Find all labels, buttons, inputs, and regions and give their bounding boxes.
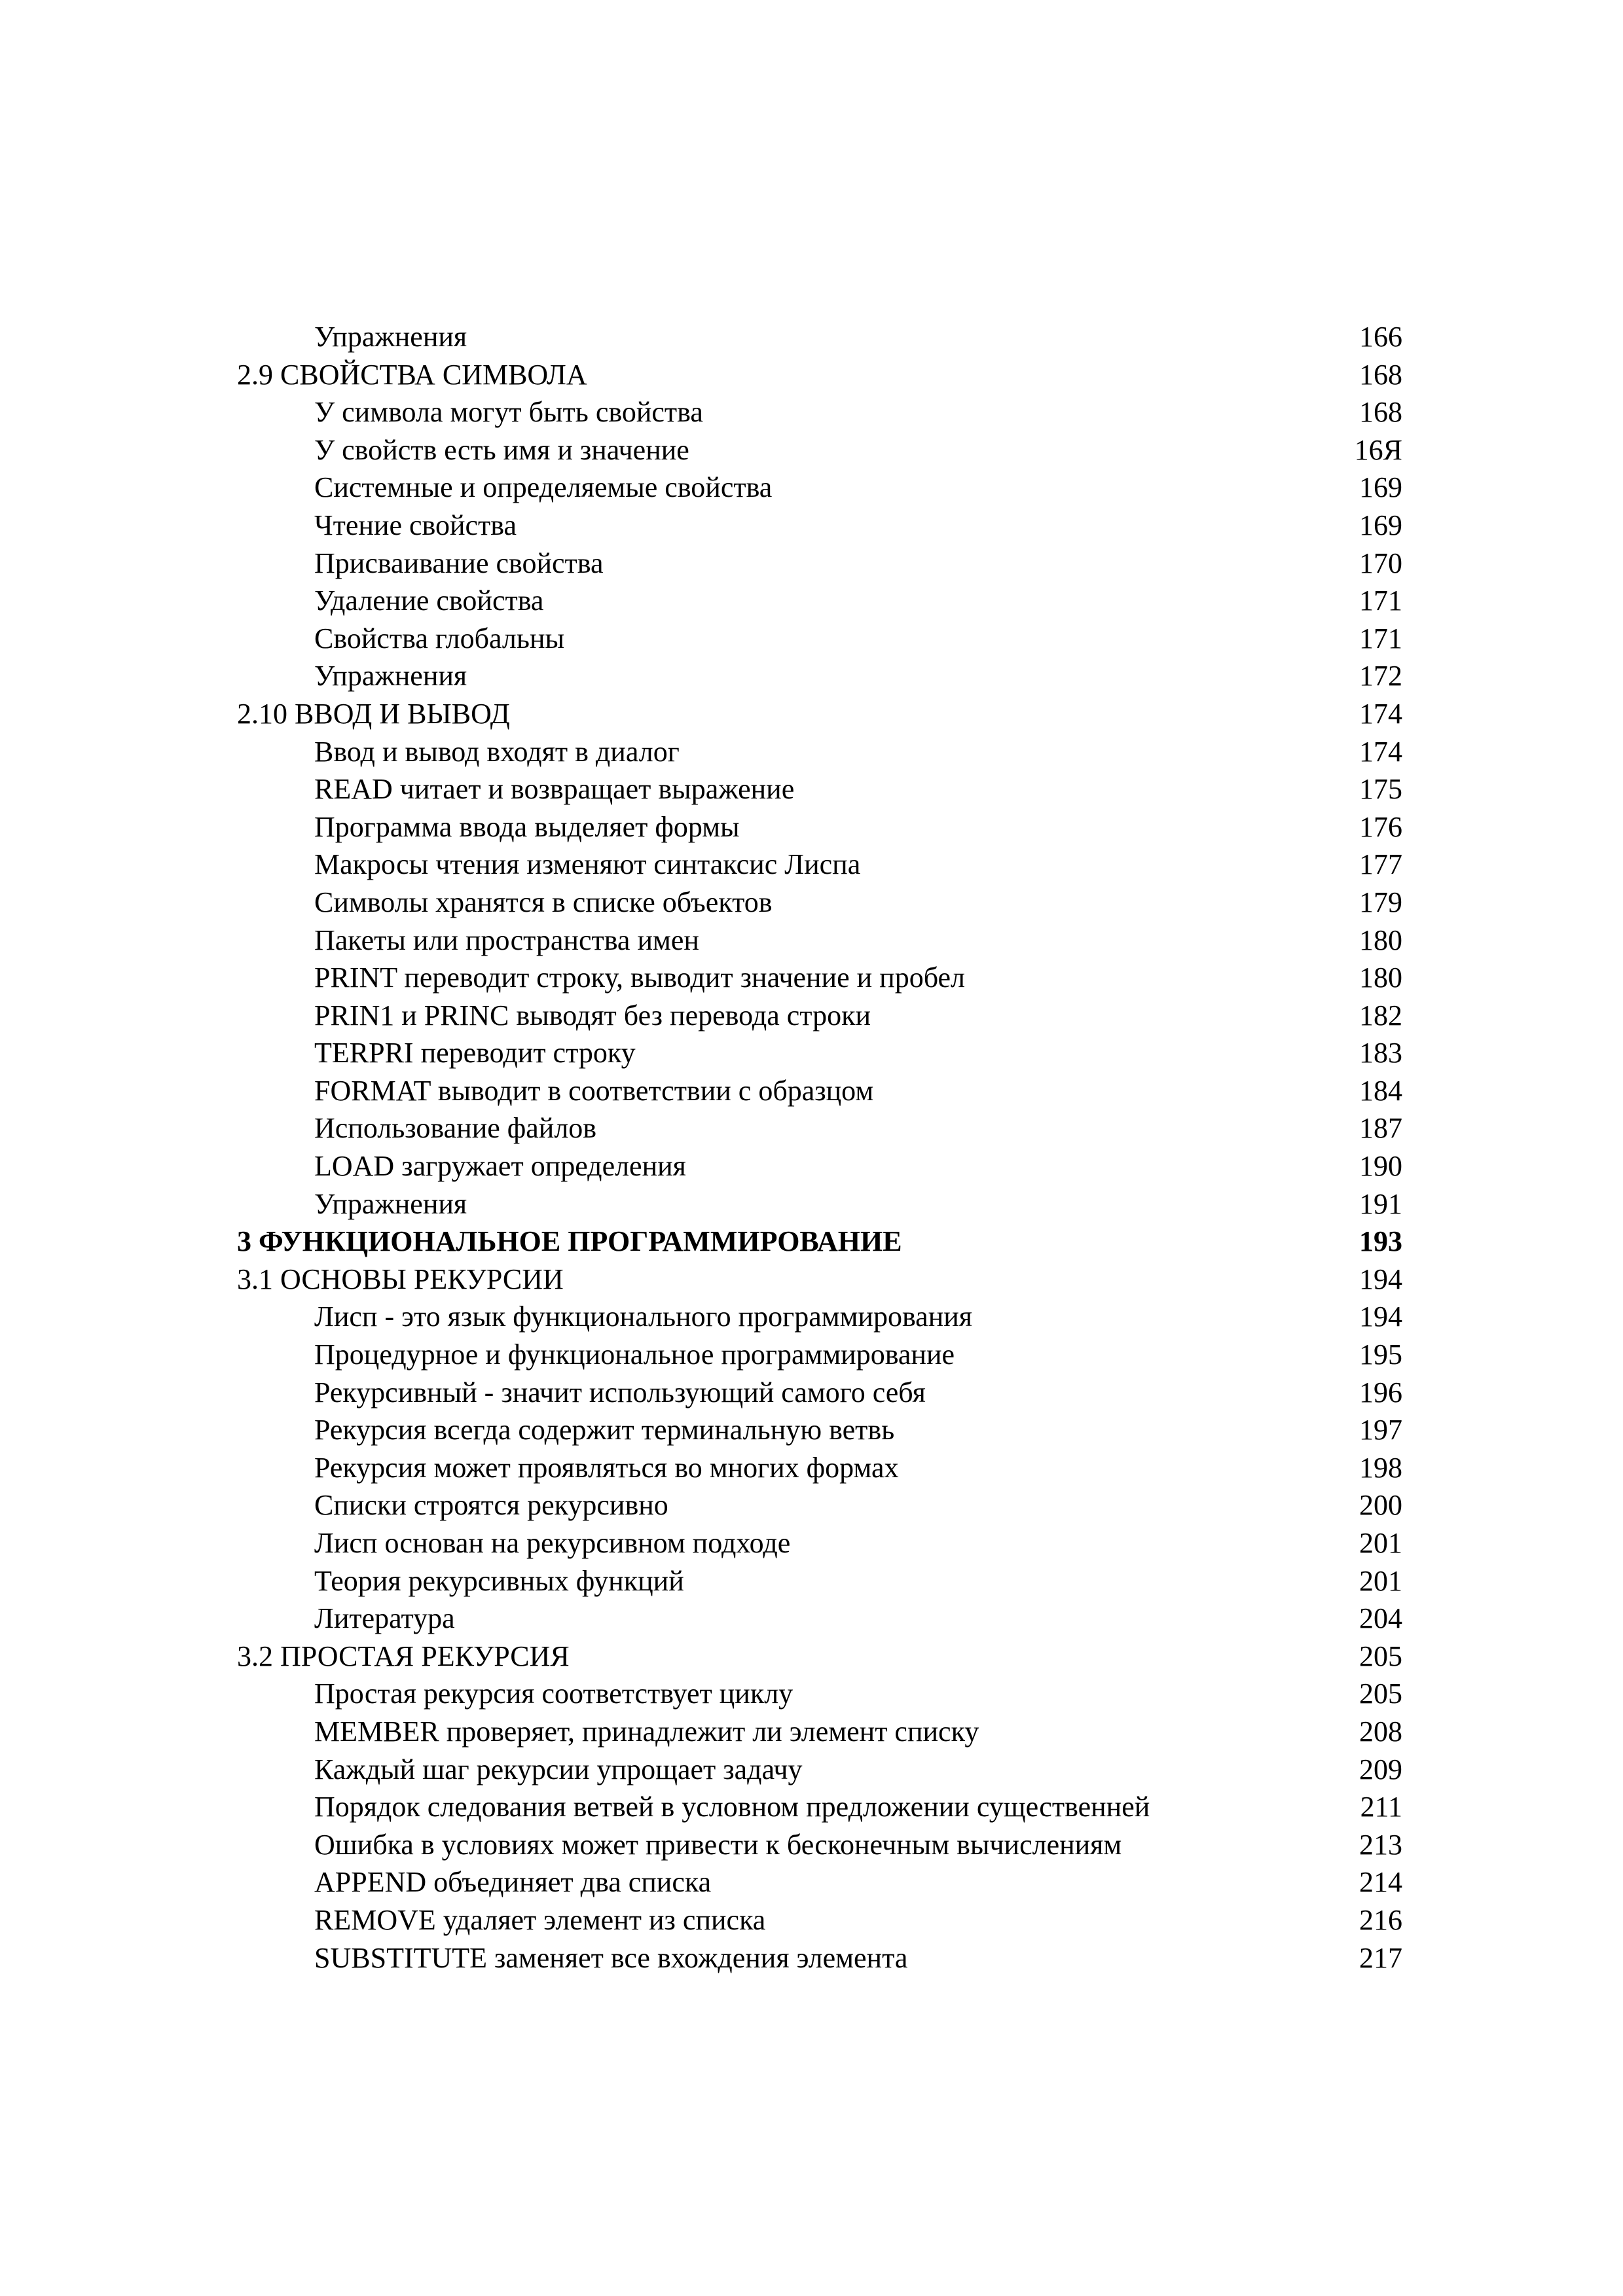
toc-page-number: 208 xyxy=(1359,1715,1402,1748)
toc-entry-title: Системные и определяемые свойства xyxy=(314,471,773,504)
toc-entry-title: APPEND объединяет два списка xyxy=(314,1866,712,1899)
toc-entry-title: SUBSTITUTE заменяет все вхождения элемента xyxy=(314,1941,908,1974)
toc-entry-title: REMOVE удаляет элемент из списка xyxy=(314,1903,766,1936)
toc-entry-title: Использование файлов xyxy=(314,1112,597,1145)
toc-entry-row xyxy=(237,431,1402,469)
toc-entry-title: Порядок следования ветвей в условном предложении существенней xyxy=(314,1791,1150,1823)
toc-entry-row xyxy=(237,1788,1402,1826)
toc-entry-title: Упражнения xyxy=(314,321,467,353)
toc-entry-row xyxy=(237,620,1402,658)
toc-entry-title: Пакеты или пространства имен xyxy=(314,924,699,956)
toc-entry-title: TERPRI переводит строку xyxy=(314,1037,636,1069)
toc-chapter-row xyxy=(237,1223,1402,1261)
toc-entry-row xyxy=(237,846,1402,884)
toc-page-number: 190 xyxy=(1359,1150,1402,1183)
toc-entry-row xyxy=(237,884,1402,922)
toc-page-number: 177 xyxy=(1359,848,1402,881)
toc-entry-title: Символы хранятся в списке объектов xyxy=(314,886,773,918)
toc-entry-row xyxy=(237,1901,1402,1939)
toc-entry-title: MEMBER проверяет, принадлежит ли элемент списку xyxy=(314,1715,979,1748)
toc-page-number: 166 xyxy=(1359,321,1402,353)
toc-entry-row xyxy=(237,1072,1402,1110)
toc-page-number: 168 xyxy=(1359,358,1402,391)
toc-page-number: 171 xyxy=(1359,622,1402,655)
toc-entry-title: Ввод и вывод входят в диалог xyxy=(314,735,680,768)
toc-entry-title: Процедурное и функциональное программирование xyxy=(314,1338,955,1371)
toc-entry-title: Присваивание свойства xyxy=(314,547,604,579)
toc-entry-row xyxy=(237,582,1402,620)
toc-entry-row xyxy=(237,469,1402,507)
toc-entry-title: 2.10 ВВОД И ВЫВОД xyxy=(237,697,510,730)
toc-entry-row xyxy=(237,507,1402,545)
toc-entry-row xyxy=(237,545,1402,583)
toc-entry-title: LOAD загружает определения xyxy=(314,1150,686,1183)
toc-section-row xyxy=(237,356,1402,394)
toc-entry-row xyxy=(237,808,1402,846)
toc-page-number: 170 xyxy=(1359,547,1402,579)
toc-entry-row xyxy=(237,1713,1402,1751)
toc-page-number: 180 xyxy=(1359,961,1402,994)
toc-entry-row xyxy=(237,1675,1402,1713)
toc-entry-title: Рекурсия может проявляться во многих формах xyxy=(314,1451,899,1484)
toc-entry-title: У свойств есть имя и значение xyxy=(314,433,689,466)
toc-entry-title: Списки строятся рекурсивно xyxy=(314,1489,668,1522)
toc-section-row xyxy=(237,1638,1402,1676)
toc-page-number: 183 xyxy=(1359,1037,1402,1069)
toc-entry-row xyxy=(237,318,1402,356)
toc-entry-row xyxy=(237,770,1402,808)
toc-page-number: 205 xyxy=(1359,1677,1402,1710)
toc-entry-row xyxy=(237,1411,1402,1449)
toc-page-number: 204 xyxy=(1359,1602,1402,1635)
table-of-contents xyxy=(237,318,1402,1977)
toc-entry-row xyxy=(237,1298,1402,1336)
toc-entry-row xyxy=(237,393,1402,431)
toc-page-number: 174 xyxy=(1359,735,1402,768)
toc-entry-title: 3 ФУНКЦИОНАЛЬНОЕ ПРОГРАММИРОВАНИЕ xyxy=(237,1225,902,1258)
toc-entry-title: PRIN1 и PRINC выводят без перевода строки xyxy=(314,999,871,1031)
toc-page-number: 176 xyxy=(1359,810,1402,843)
toc-entry-title: Свойства глобальны xyxy=(314,622,565,655)
toc-entry-row xyxy=(237,1751,1402,1789)
toc-page-number: 175 xyxy=(1359,773,1402,806)
toc-page-number: 169 xyxy=(1359,509,1402,541)
toc-entry-row xyxy=(237,1562,1402,1600)
toc-entry-title: PRINT переводит строку, выводит значение и пробел xyxy=(314,961,966,994)
toc-page-number: 168 xyxy=(1359,396,1402,429)
toc-page-number: 182 xyxy=(1359,999,1402,1031)
toc-page-number: 200 xyxy=(1359,1489,1402,1522)
toc-page-number: 172 xyxy=(1359,660,1402,692)
toc-entry-row xyxy=(237,1374,1402,1412)
toc-entry-title: Теория рекурсивных функций xyxy=(314,1564,684,1597)
toc-page-number: 171 xyxy=(1359,584,1402,617)
toc-page-number: 174 xyxy=(1359,697,1402,730)
toc-page-number: 194 xyxy=(1359,1300,1402,1333)
toc-page-number: 180 xyxy=(1359,924,1402,956)
toc-entry-row xyxy=(237,1449,1402,1487)
toc-entry-title: READ читает и возвращает выражение xyxy=(314,773,795,806)
toc-entry-row xyxy=(237,1600,1402,1638)
toc-entry-row xyxy=(237,1826,1402,1864)
toc-entry-row xyxy=(237,997,1402,1035)
toc-entry-title: 3.1 ОСНОВЫ РЕКУРСИИ xyxy=(237,1263,564,1295)
toc-page-number: 197 xyxy=(1359,1414,1402,1446)
toc-entry-title: Литература xyxy=(314,1602,455,1635)
toc-entry-title: Каждый шаг рекурсии упрощает задачу xyxy=(314,1753,803,1785)
toc-entry-title: Программа ввода выделяет формы xyxy=(314,810,740,843)
toc-entry-title: Упражнения xyxy=(314,1187,467,1220)
toc-section-row xyxy=(237,1261,1402,1299)
toc-page-number: 16Я xyxy=(1354,433,1402,466)
toc-entry-title: Рекурсивный - значит использующий самого себя xyxy=(314,1376,926,1408)
toc-entry-title: Ошибка в условиях может привести к бесконечным вычислениям xyxy=(314,1828,1122,1861)
toc-page-number: 193 xyxy=(1359,1225,1402,1258)
toc-entry-row xyxy=(237,1336,1402,1374)
toc-entry-row xyxy=(237,1486,1402,1524)
toc-page-number: 216 xyxy=(1359,1903,1402,1936)
toc-entry-title: У символа могут быть свойства xyxy=(314,396,703,429)
toc-entry-title: Удаление свойства xyxy=(314,584,544,617)
toc-section-row xyxy=(237,695,1402,733)
toc-entry-row xyxy=(237,922,1402,960)
toc-page-number: 209 xyxy=(1359,1753,1402,1785)
toc-page-number: 201 xyxy=(1359,1564,1402,1597)
toc-entry-row xyxy=(237,1109,1402,1147)
toc-entry-title: Лисп - это язык функционального программирования xyxy=(314,1300,973,1333)
toc-entry-title: 3.2 ПРОСТАЯ РЕКУРСИЯ xyxy=(237,1640,570,1672)
toc-page-number: 195 xyxy=(1359,1338,1402,1371)
toc-page-number: 214 xyxy=(1359,1866,1402,1899)
toc-entry-title: Макросы чтения изменяют синтаксис Лиспа xyxy=(314,848,861,881)
toc-page-number: 184 xyxy=(1359,1074,1402,1107)
toc-page-number: 217 xyxy=(1359,1941,1402,1974)
toc-page-number: 213 xyxy=(1359,1828,1402,1861)
toc-page-number: 194 xyxy=(1359,1263,1402,1295)
toc-entry-title: Простая рекурсия соответствует циклу xyxy=(314,1677,793,1710)
toc-entry-row xyxy=(237,1524,1402,1562)
toc-entry-title: 2.9 СВОЙСТВА СИМВОЛА xyxy=(237,358,587,391)
toc-entry-row xyxy=(237,733,1402,771)
toc-entry-title: FORMAT выводит в соответствии с образцом xyxy=(314,1074,874,1107)
toc-page-number: 196 xyxy=(1359,1376,1402,1408)
toc-entry-row xyxy=(237,1863,1402,1901)
toc-page-number: 205 xyxy=(1359,1640,1402,1672)
toc-page-number: 179 xyxy=(1359,886,1402,918)
toc-entry-row xyxy=(237,657,1402,695)
toc-entry-row xyxy=(237,1939,1402,1977)
toc-page-number: 201 xyxy=(1359,1527,1402,1559)
toc-entry-title: Рекурсия всегда содержит терминальную ветвь xyxy=(314,1414,895,1446)
toc-entry-title: Чтение свойства xyxy=(314,509,517,541)
toc-entry-title: Лисп основан на рекурсивном подходе xyxy=(314,1527,791,1559)
toc-entry-row xyxy=(237,1147,1402,1185)
toc-page-number: 211 xyxy=(1360,1791,1402,1823)
toc-entry-row xyxy=(237,1034,1402,1072)
toc-page-number: 191 xyxy=(1359,1187,1402,1220)
toc-entry-title: Упражнения xyxy=(314,660,467,692)
toc-entry-row xyxy=(237,959,1402,997)
toc-entry-row xyxy=(237,1185,1402,1223)
toc-page-number: 169 xyxy=(1359,471,1402,504)
toc-page-number: 187 xyxy=(1359,1112,1402,1145)
toc-page-number: 198 xyxy=(1359,1451,1402,1484)
